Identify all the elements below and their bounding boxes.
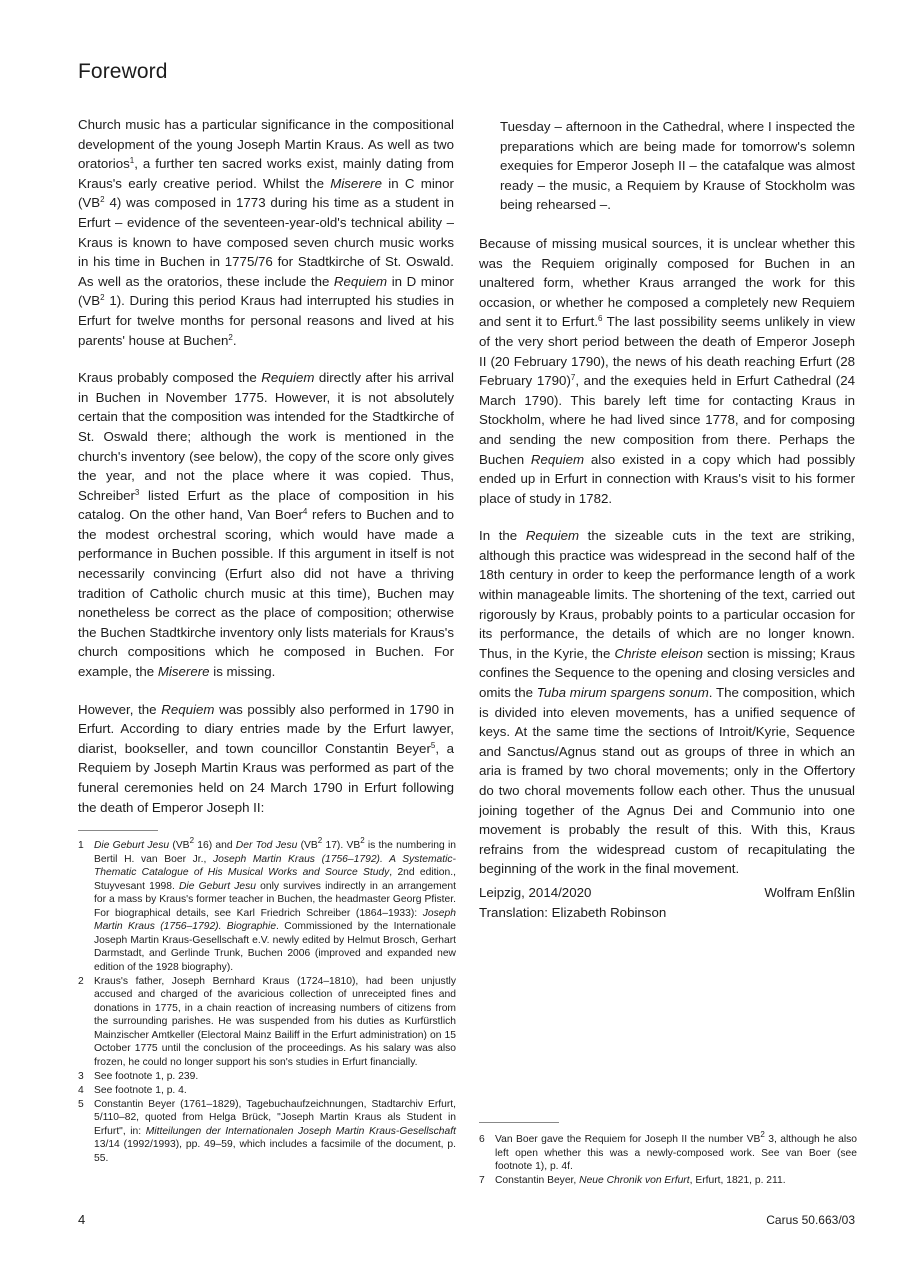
footnote-number: 4 <box>78 1084 84 1096</box>
footnote-marker: 2 <box>317 836 323 845</box>
paragraph: Kraus probably composed the Requiem directly after his arrival in Buchen in November 1775. However, it is not absolutely certain that the composition was intended for the Stadtkirche of St. Oswald there; although the work is mentioned in the church's inventory (see below), the copy of the score only gives the year, and not the place where it was copied. Thus, Schreiber$^3$ listed Erfurt as the place of composition in his catalog. On the other hand, Van Boer$^4$ refers to Buchen and to the modest orchestral scoring, which would have made a performance in Buchen possible. If this argument in itself is not necessarily convincing (Erfurt also did not have a thriving tradition of Catholic church music at this time), Buchen may nonetheless be correct as the place of composition; otherwise the Buchen Stadtkirche inventory only lists materials for Kraus's church compositions which he composed in Buchen. For example, the Miserere is missing. <box>78 370 454 680</box>
author-name: Wolfram Enßlin <box>764 885 855 900</box>
footnote <box>479 1130 857 1174</box>
italic-text: Requiem <box>530 451 585 467</box>
footnote-text: See footnote 1, p. 4. <box>94 1084 187 1096</box>
italic-text: Mitteilungen der Internationalen Joseph Martin Kraus-Gesellschaft <box>145 1125 456 1137</box>
footnote-marker: 1 <box>129 156 135 166</box>
footnote-marker: 2 <box>100 293 105 303</box>
paragraph: Church music has a particular significance in the compositional development of the young Joseph Martin Kraus. As well as two oratorios$^1$, a further ten sacred works exist, mainly dating from Kraus's early creative period. Whilst the Miserere in C minor ($VB^2$ 4) was composed in 1773 during his time as a student in Erfurt – evidence of the seventeen-year-old's technical ability – Kraus is known to have composed seven church music works in his time in Buchen in 1775/76 for Stadtkirche of St. Oswald. As well as the oratorios, these include the Requiem in D minor ($VB^2$ 1). During this period Kraus had interrupted his studies in Erfurt for twelve months for personal reasons and lived at his parents' house at Buchen$^2$. <box>78 117 454 348</box>
italic-text: Requiem <box>525 528 580 544</box>
footnote-marker: 6 <box>598 314 603 324</box>
italic-text: Der Tod Jesu <box>235 840 298 851</box>
footnote-marker: 2 <box>228 332 233 342</box>
footnote-number: 6 <box>479 1134 485 1145</box>
footnote-number: 1 <box>78 840 84 851</box>
footnote <box>78 836 457 974</box>
footnote <box>78 975 456 1070</box>
translator-credit: Translation: Elizabeth Robinson <box>479 904 667 920</box>
right-column <box>479 117 855 897</box>
catalog-number: Carus 50.663/03 <box>766 1213 855 1227</box>
footnote <box>78 1098 456 1166</box>
italic-text: Joseph Martin Kraus (1756–1792). Biographie <box>94 907 456 932</box>
footnote-text: Die Geburt Jesu ($VB^2$ 16) and Der Tod Jesu ($VB^2$ 17). $VB^2$ is the numbering in Bertil H. van Boer Jr., Joseph Martin Kraus (1756–1792). A Systematic-Thematic Catalogue of His Musical Works and Source Study, 2nd edition., Stuyvesant 1998. Die Geburt Jesu only survives indirectly in an arrangement for a mass by Kraus's former teacher in Buchen, the headmaster Georg Pfister. For biographical details, see Karl Friedrich Schreiber (1864–1933): Joseph Martin Kraus (1756–1792). Biographie. Commissioned by the Internationale Joseph Martin Kraus-Gesellschaft e.V. newly edited by Helmut Brosch, Gerhart Darmstadt, and Gerlinde Trunk, Buchen 2006 (improved and expanded new edition of the 1928 biography). <box>94 836 457 973</box>
page-title: Foreword <box>78 60 168 83</box>
footnote-number: 7 <box>479 1175 485 1186</box>
footnote <box>78 1084 456 1098</box>
italic-text: Die Geburt Jesu <box>179 880 256 892</box>
italic-text: Requiem <box>333 273 388 289</box>
place-date: Leipzig, 2014/2020 <box>479 885 592 900</box>
footnote-separator <box>78 830 158 831</box>
footnote-marker: 2 <box>100 195 105 205</box>
signature-block <box>479 883 855 922</box>
footnote-marker: 2 <box>360 836 365 845</box>
footnote-marker: 4 <box>302 507 308 517</box>
footnote <box>479 1174 857 1188</box>
footnote-number: 5 <box>78 1098 84 1110</box>
footnote-marker: 3 <box>134 487 140 497</box>
italic-text: Requiem <box>161 701 215 717</box>
footnote-number: 2 <box>78 975 84 987</box>
footnote <box>78 1070 456 1084</box>
footnote-marker: 7 <box>570 373 576 383</box>
paragraph: Because of missing musical sources, it is unclear whether this was the Requiem originally composed for Buchen in an unaltered form, whether Kraus arranged the work for this occasion, or whether he composed a completely new Requiem and sent it to Erfurt.$^6$ The last possibility seems unlikely in view of the very short period between the death of Emperor Joseph II (20 February 1790), the news of his death reaching Erfurt (28 February 1790)$^7$, and the exequies held in Erfurt Cathedral (24 March 1790). This barely left time for contacting Kraus in Stockholm, where he had lived since 1778, and for composing and sending the new composition from there. Perhaps the Buchen Requiem also existed in a copy which had possibly ended up in Erfurt in connection with Kraus's visit to his former place of study in 1782. <box>479 235 855 506</box>
footnote-separator <box>479 1122 559 1123</box>
footnote-number: 3 <box>78 1070 84 1082</box>
diary-quote: Tuesday – afternoon in the Cathedral, where I inspected the preparations which are being made for tomorrow's solemn exequies for Emperor Joseph II – the catafalque was almost ready – the music, a Requiem by Krause of Stockholm was being rehearsed –. <box>500 119 855 213</box>
footnote-marker: 5 <box>430 740 436 750</box>
italic-text: Joseph Martin Kraus (1756–1792). A Systematic-Thematic Catalogue of His Musical Works and Source Study <box>94 853 456 878</box>
footnote-text: Kraus's father, Joseph Bernhard Kraus (1724–1810), had been unjustly accused and charged of the avaricious collection of unreceipted fines and donations in 1775, in a chain reaction of increasing numbers of citizens from the surrounding parishes. He was suspended from his duties as Kurfürstlich Mainzischer Amtkeller (Electoral Mainz Bailiff in the Erfurt administration) on 15 October 1775 until the conclusion of the proceedings. As his salary was also frozen, he could no longer support his son's studies in Erfurt financially. <box>94 975 456 1068</box>
page-number: 4 <box>78 1212 86 1227</box>
italic-text: Die Geburt Jesu <box>94 840 170 851</box>
footnote-marker: 2 <box>189 836 195 845</box>
italic-text: Miserere <box>157 664 210 680</box>
paragraph: In the Requiem the sizeable cuts in the text are striking, although this practice was widespread in the second half of the 18th century in order to keep the performance length of a work within manageable limits. The shortening of the text, carried out rigorously by Kraus, probably points to a particular occasion for its performance, the details of which are no longer known. Thus, in the Kyrie, the Christe eleison section is missing; Kraus confines the Sequence to the opening and closing versicles and omits the Tuba mirum spargens sonum. The composition, which is divided into eleven movements, has a unified sequence of keys. At the same time the sections of Introit/Kyrie, Sequence and Sanctus/Agnus stand out as groups of three in which an aria is framed by two choral movements; only in the Offertory do two choral movements follow each other. Thus the unusual joining together of the Agnus Dei and Communio into one movement is probably the result of this. With this, Kraus refrains from the widespread custom of recapitulating the beginning of the work in the final movement. <box>479 528 855 877</box>
italic-text: Christe eleison <box>614 645 703 661</box>
footnotes-right <box>479 1130 857 1188</box>
footnote-text: Van Boer gave the Requiem for Joseph II the number $VB^2$ 3, although he also left open whether this was a newly-composed work. See van Boer (see footnote 1), p. 4f. <box>495 1130 857 1172</box>
footnote-text: Constantin Beyer (1761–1829), Tagebuchaufzeichnungen, Stadtarchiv Erfurt, 5/110–82, quoted from Helga Brück, "Joseph Martin Kraus als Student in Erfurt", in: Mitteilungen der Internationalen Joseph Martin Kraus-Gesellschaft 13/14 (1992/1993), pp. 49–59, which includes a facsimile of the document, p. 55. <box>94 1098 456 1164</box>
left-column <box>78 115 454 835</box>
paragraph: However, the Requiem was possibly also performed in 1790 in Erfurt. According to diary entries made by the Erfurt lawyer, diarist, bookseller, and town councillor Constantin Beyer$^5$, a Requiem by Joseph Martin Kraus was performed as part of the funeral ceremonies held on 24 March 1790 in Erfurt following the death of Emperor Joseph II: <box>78 701 454 815</box>
footnote-text: Constantin Beyer, Neue Chronik von Erfurt, Erfurt, 1821, p. 211. <box>495 1175 786 1186</box>
italic-text: Neue Chronik von Erfurt <box>579 1175 690 1186</box>
footnote-text: See footnote 1, p. 239. <box>94 1070 199 1082</box>
italic-text: Requiem <box>261 370 315 386</box>
italic-text: Tuba mirum spargens sonum <box>536 685 709 701</box>
footnotes-left <box>78 836 457 1166</box>
italic-text: Miserere <box>330 175 382 191</box>
footnote-marker: 2 <box>760 1130 765 1139</box>
